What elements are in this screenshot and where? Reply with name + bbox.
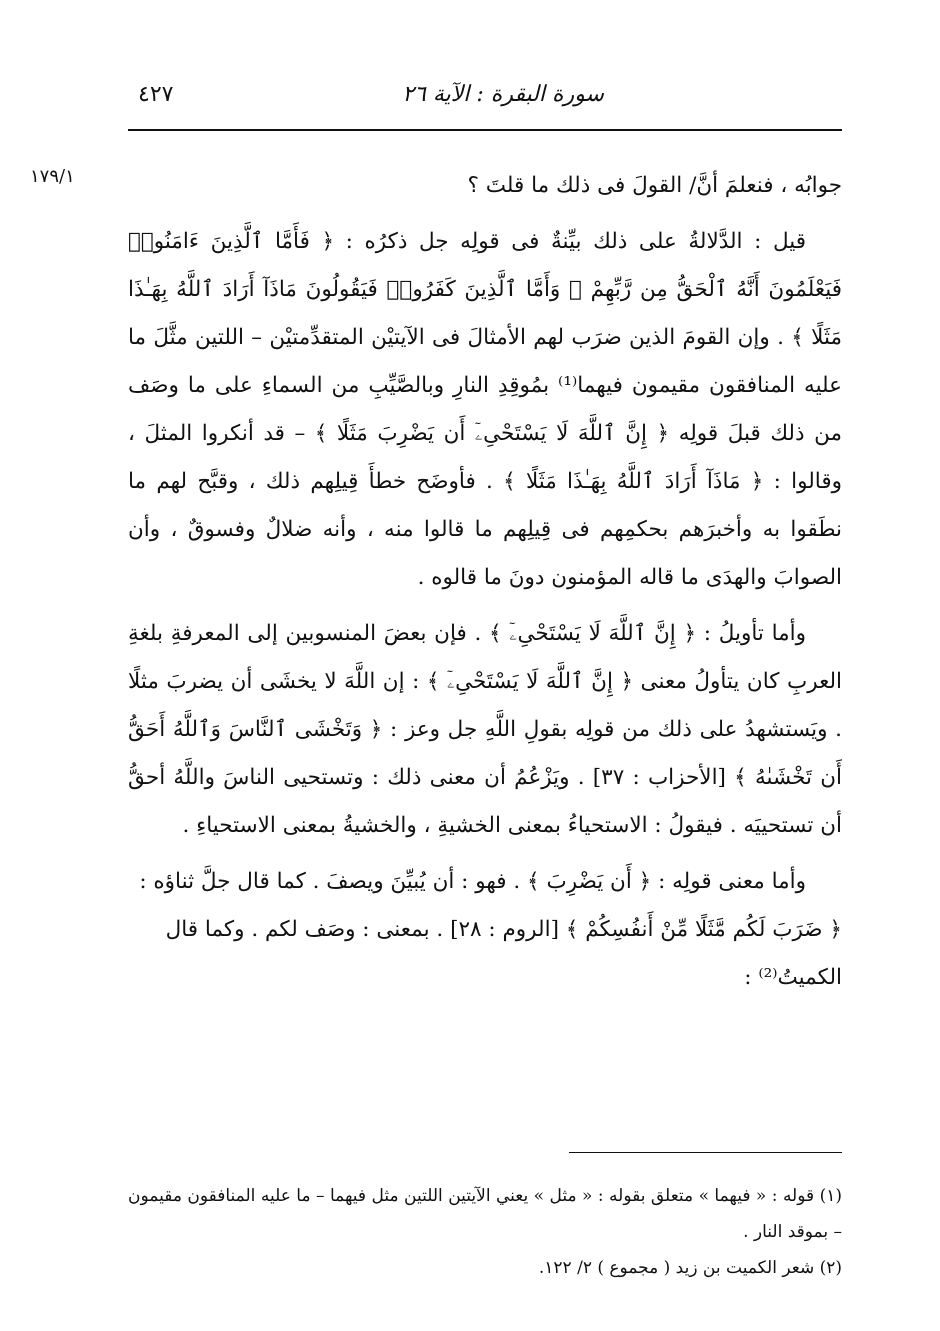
main-text [128,162,842,1002]
paragraph: قيل : الدَّلالةُ على ذلك بيِّنةٌ فى قولِه جل ذكرُه : ﴿ فَأَمَّا ٱلَّذِينَ ءَامَنُوا۟ فَيَعْلَمُونَ أَنَّهُ ٱلْحَقُّ مِن رَّبِّهِمْ ۖ وَأَمَّا ٱلَّذِينَ كَفَرُوا۟ فَيَقُولُونَ مَاذَآ أَرَادَ ٱللَّهُ بِهَـٰذَا مَثَلًا ﴾ . وإن القومَ الذين ضرَب لهم الأمثالَ فى الآيتيْن المتقدِّمتيْن – اللتين مثَّلَ ما عليه المنافقون مقيمون فيهما⁽¹⁾ بمُوقِدِ النارِ وبالصَّيِّبِ من السماءِ على ما وصَف من ذلك قبلَ قولِه ﴿ إِنَّ ٱللَّهَ لَا يَسْتَحْىِۦٓ أَن يَضْرِبَ مَثَلًا ﴾ – قد أنكروا المثلَ ، وقالوا : ﴿ مَاذَآ أَرَادَ ٱللَّهُ بِهَـٰذَا مَثَلًا ﴾ . فأوضَح خطأَ قِيلِهم ذلك ، وقبَّح لهم ما نطَقوا به وأخبرَهم بحكمِهم فى قِيلِهم ما قالوا منه ، وأنه ضلالٌ وفسوقٌ ، وأن الصوابَ والهدَى ما قاله المؤمنون دونَ ما قالوه . [128,229,842,590]
margin-reference: ١٧٩/١ [30,166,75,187]
paragraph-continuation: جوابُه ، فنعلمَ أنَّ/ القولَ فى ذلك ما قلتَ ؟ [467,173,842,198]
footnote-rule [569,1152,842,1153]
footnotes [128,1178,842,1286]
header-rule [128,129,842,131]
page-header [128,78,842,118]
paragraph: وأما معنى قولِه : ﴿ أَن يَضْرِبَ ﴾ . فهو : أن يُبيِّنَ ويصفَ . كما قال جلَّ ثناؤه : ﴿ ضَرَبَ لَكُم مَّثَلًا مِّنْ أَنفُسِكُمْ ﴾ [الروم : ٢٨] . بمعنى : وصَف لكم . وكما قال الكميتُ⁽²⁾ : [139,869,842,990]
running-title: سورة البقرة : الآية ٢٦ [402,82,604,107]
footnote-1: (١) قوله : « فيهما » متعلق بقوله : « مثل » يعني الآيتين اللتين مثل فيهما – ما عليه المنافقون مقيمون – بموقد النار . [128,1186,842,1242]
paragraph: وأما تأويلُ : ﴿ إِنَّ ٱللَّهَ لَا يَسْتَحْىِۦٓ ﴾ . فإن بعضَ المنسوبين إلى المعرفةِ بلغةِ العربِ كان يتأولُ معنى ﴿ إِنَّ ٱللَّهَ لَا يَسْتَحْىِۦٓ ﴾ : إن اللَّهَ لا يخشَى أن يضربَ مثلًا . ويَستشهدُ على ذلك من قولِه بقولِ اللَّهِ جل وعز : ﴿ وَتَخْشَى ٱلنَّاسَ وَٱللَّهُ أَحَقُّ أَن تَخْشَىٰهُ ﴾ [الأحزاب : ٣٧] . ويَزْعُمُ أن معنى ذلك : وتستحيى الناسَ واللَّهُ أحقُّ أن تستحييَه . فيقولُ : الاستحياءُ بمعنى الخشيةِ ، والخشيةُ بمعنى الاستحياءِ . [128,621,842,838]
page-number: ٤٢٧ [138,82,174,107]
footnote-2: (٢) شعر الكميت بن زيد ( مجموع ) ٢/ ١٢٢. [538,1258,842,1278]
